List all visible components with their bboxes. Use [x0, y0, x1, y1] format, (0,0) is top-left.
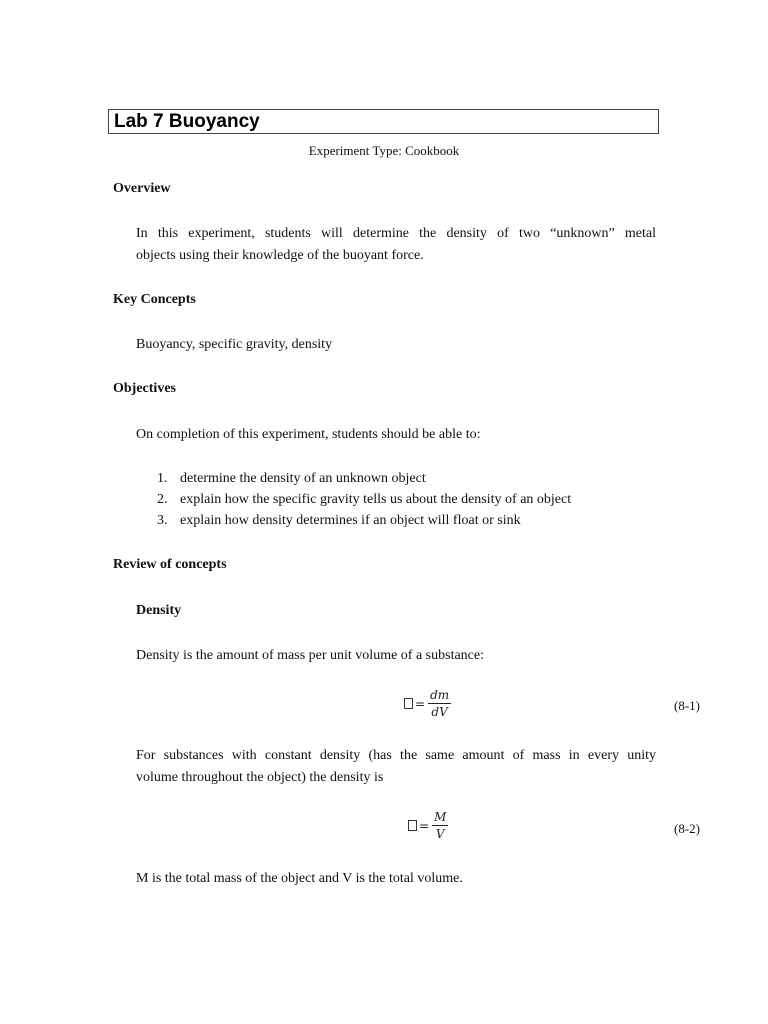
- fraction-numerator: dm: [430, 688, 450, 702]
- fraction-denominator: dV: [431, 705, 448, 719]
- list-item-text: determine the density of an unknown object: [180, 471, 426, 486]
- objectives-heading: Objectives: [113, 381, 176, 396]
- equation-8-2: [408, 810, 448, 841]
- overview-line-1: In this experiment, students will determine the density of two “unknown” metal: [136, 226, 656, 241]
- key-concepts-text: Buoyancy, specific gravity, density: [136, 337, 333, 352]
- equation-number-8-1: (8-1): [674, 698, 700, 713]
- fraction: [428, 688, 451, 719]
- equals-sign: =: [415, 696, 426, 711]
- overview-paragraph: [136, 223, 656, 267]
- list-item-number: 3.: [157, 513, 168, 528]
- constant-density-paragraph: [136, 745, 656, 789]
- density-definition: Density is the amount of mass per unit volume of a substance:: [136, 648, 484, 663]
- key-concepts-heading: Key Concepts: [113, 292, 196, 307]
- rho-symbol: [408, 820, 417, 831]
- title-box: [108, 109, 659, 134]
- fraction-denominator: V: [435, 827, 445, 841]
- list-item: [157, 468, 571, 489]
- equals-sign: =: [419, 818, 430, 833]
- list-item-number: 1.: [157, 471, 168, 486]
- constant-density-line-2: volume throughout the object) the density is: [136, 770, 384, 785]
- overview-heading: Overview: [113, 181, 171, 196]
- density-subheading: Density: [136, 603, 182, 618]
- equation-8-1: [404, 688, 451, 719]
- list-item-number: 2.: [157, 492, 168, 507]
- objectives-list: [157, 468, 571, 531]
- list-item: [157, 489, 571, 510]
- list-item: [157, 510, 571, 531]
- review-heading: Review of concepts: [113, 557, 227, 572]
- list-item-text: explain how the specific gravity tells us about the density of an object: [180, 492, 572, 507]
- mass-volume-text: M is the total mass of the object and V is the total volume.: [136, 871, 463, 886]
- objectives-intro: On completion of this experiment, students should be able to:: [136, 427, 481, 442]
- page-title: Lab 7 Buoyancy: [114, 111, 260, 132]
- constant-density-line-1: For substances with constant density (has the same amount of mass in every unity: [136, 748, 656, 763]
- equation-number-8-2: (8-2): [674, 821, 700, 836]
- rho-symbol: [404, 698, 413, 709]
- experiment-type: Experiment Type: Cookbook: [308, 143, 460, 158]
- overview-line-2: objects using their knowledge of the buoyant force.: [136, 248, 424, 263]
- fraction-numerator: M: [434, 810, 447, 824]
- fraction: [432, 810, 448, 841]
- list-item-text: explain how density determines if an object will float or sink: [180, 513, 521, 528]
